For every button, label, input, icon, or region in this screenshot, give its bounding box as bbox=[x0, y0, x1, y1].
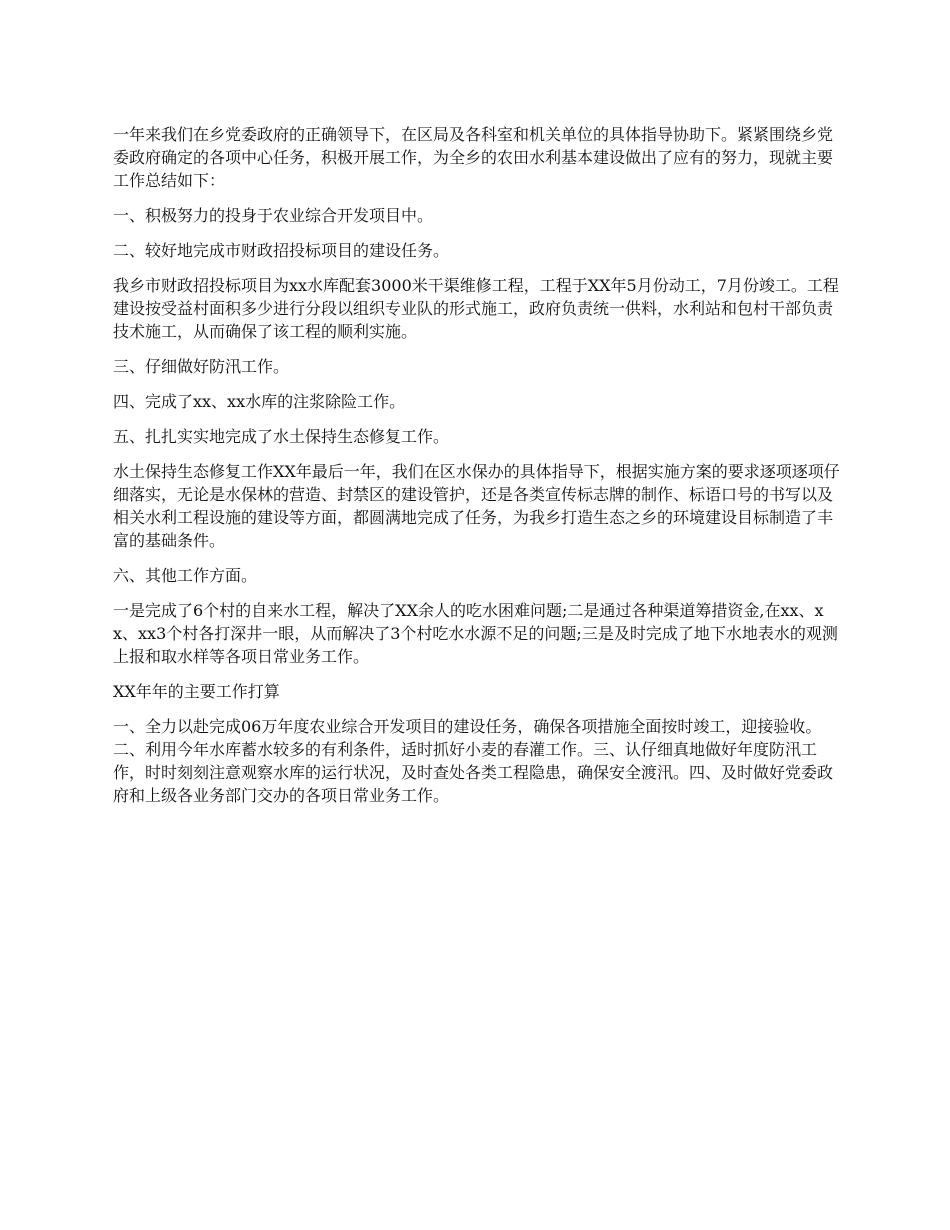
intro-paragraph: 一年来我们在乡党委政府的正确领导下，在区局及各科室和机关单位的具体指导协助下。紧紧围绕乡党委政府确定的各项中心任务，积极开展工作，为全乡的农田水利基本建设做出了应有的努力，现就主要工作总结如下： bbox=[113, 125, 834, 190]
plan-heading: XX年年的主要工作打算 bbox=[113, 682, 280, 701]
section-5-paragraph: 水土保持生态修复工作XX年最后一年，我们在区水保办的具体指导下，根据实施方案的要求逐项逐项仔细落实，无论是水保林的营造、封禁区的建设管护，还是各类宣传标志牌的制作、标语口号的书写以及相关水利工程设施的建设等方面，都圆满地完成了任务，为我乡打造生态之乡的环境建设目标制造了丰富的基础条件。 bbox=[113, 462, 840, 550]
plan-paragraph: 一、全力以赴完成06万年度农业综合开发项目的建设任务，确保各项措施全面按时竣工，迎接验收。二、利用今年水库蓄水较多的有利条件，适时抓好小麦的春灌工作。三、认仔细真地做好年度防汛工作，时时刻刻注意观察水库的运行状况，及时查处各类工程隐患，确保安全渡汛。四、及时做好党委政府和上级各业务部门交办的各项日常业务工作。 bbox=[113, 717, 834, 805]
section-heading-3: 三、仔细做好防汛工作。 bbox=[113, 357, 290, 376]
section-heading-4: 四、完成了xx、xx水库的注浆除险工作。 bbox=[113, 392, 406, 411]
section-heading-1: 一、积极努力的投身于农业综合开发项目中。 bbox=[113, 206, 434, 225]
section-heading-2: 二、较好地完成市财政招投标项目的建设任务。 bbox=[113, 241, 450, 260]
section-heading-6: 六、其他工作方面。 bbox=[113, 566, 258, 585]
section-2-paragraph: 我乡市财政招投标项目为xx水库配套3000米干渠维修工程，工程于XX年5月份动工，7月份竣工。工程建设按受益村面积多少进行分段以组织专业队的形式施工，政府负责统一供料，水利站和包村干部负责技术施工，从而确保了该工程的顺利实施。 bbox=[113, 276, 839, 341]
section-heading-5: 五、扎扎实实地完成了水土保持生态修复工作。 bbox=[113, 427, 450, 446]
section-6-paragraph: 一是完成了6个村的自来水工程，解决了XX余人的吃水困难问题;二是通过各种渠道筹措资金,在xx、xx、xx3个村各打深井一眼，从而解决了3个村吃水水源不足的问题;三是及时完成了地下水地表水的观测上报和取水样等各项日常业务工作。 bbox=[113, 601, 838, 666]
document-body bbox=[113, 123, 843, 819]
